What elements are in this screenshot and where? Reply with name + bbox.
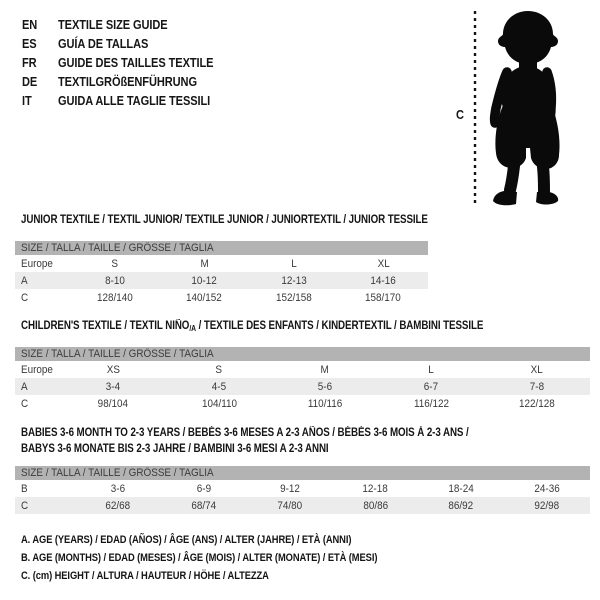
size-cell: L xyxy=(428,363,434,376)
table-row-height xyxy=(15,289,428,306)
value-cell: 7-8 xyxy=(529,380,545,393)
value-cell: 12-18 xyxy=(362,482,389,495)
height-measure-dotted-line xyxy=(472,9,478,209)
language-title: GUIDA ALLE TAGLIE TESSILI xyxy=(58,93,211,108)
junior-table-title: JUNIOR TEXTILE / TEXTIL JUNIOR/ TEXTILE JUNIOR / JUNIORTEXTIL / JUNIOR TESSILE xyxy=(21,214,428,226)
language-code: IT xyxy=(22,93,32,108)
size-cell: L xyxy=(290,257,297,270)
table-row-height xyxy=(15,497,590,514)
value-cell: 24-36 xyxy=(534,482,560,495)
left-foot xyxy=(493,191,517,205)
note-age-years: A. AGE (YEARS) / EDAD (AÑOS) / ÂGE (ANS) / ALTER (JAHRE) / ETÀ (ANNI) xyxy=(21,534,352,546)
row-label: A xyxy=(21,380,28,393)
size-cell: XL xyxy=(530,363,544,376)
language-row-en xyxy=(22,15,241,34)
value-cell: 6-7 xyxy=(423,380,439,393)
table-row-height xyxy=(15,395,590,412)
height-measure-label: C xyxy=(456,107,464,122)
table-row-europe xyxy=(15,361,590,378)
size-bar-label: SIZE / TALLA / TAILLE / GRÖSSE / TAGLIA xyxy=(21,348,214,360)
value-cell: 122/128 xyxy=(519,397,555,410)
size-bar-label: SIZE / TALLA / TAILLE / GRÖSSE / TAGLIA xyxy=(21,242,214,254)
language-row-it xyxy=(22,91,241,110)
value-cell: 12-13 xyxy=(281,274,307,287)
language-row-de xyxy=(22,72,241,91)
value-cell: 3-4 xyxy=(105,380,121,393)
value-cell: 140/152 xyxy=(186,291,223,304)
note-age-months: B. AGE (MONTHS) / EDAD (MESES) / ÂGE (MOIS) / ALTER (MONATE) / ETÀ (MESI) xyxy=(21,552,378,564)
value-cell: 158/170 xyxy=(365,291,402,304)
note-height: C. (cm) HEIGHT / ALTURA / HAUTEUR / HÖHE / ALTEZZA xyxy=(21,570,269,582)
language-title: GUÍA DE TALLAS xyxy=(58,36,149,51)
left-leg xyxy=(510,166,514,190)
value-cell: 10-12 xyxy=(191,274,217,287)
size-bar-label: SIZE / TALLA / TAILLE / GRÖSSE / TAGLIA xyxy=(21,467,214,479)
table-row-age xyxy=(15,378,590,395)
language-title: TEXTILE SIZE GUIDE xyxy=(58,17,168,32)
row-label: Europe xyxy=(21,363,53,376)
value-cell: 98/104 xyxy=(97,397,129,410)
row-label: C xyxy=(21,499,29,512)
row-label: A xyxy=(21,274,28,287)
value-cell: 8-10 xyxy=(104,274,125,287)
size-cell: XS xyxy=(106,363,120,376)
value-cell: 5-6 xyxy=(317,380,333,393)
value-cell: 68/74 xyxy=(191,499,217,512)
language-row-fr xyxy=(22,53,241,72)
right-leg xyxy=(543,167,544,191)
language-row-es xyxy=(22,34,241,53)
toddler-silhouette-icon xyxy=(481,8,573,206)
legend-notes xyxy=(21,531,440,585)
language-code: FR xyxy=(22,55,37,70)
value-cell: 3-6 xyxy=(110,482,126,495)
value-cell: 116/122 xyxy=(413,397,449,410)
value-cell: 14-16 xyxy=(370,274,396,287)
value-cell: 110/116 xyxy=(307,397,343,410)
table-row-months xyxy=(15,480,590,497)
size-cell: S xyxy=(215,363,223,376)
size-header-bar xyxy=(15,466,590,480)
value-cell: 4-5 xyxy=(211,380,227,393)
babies-table-title: BABIES 3-6 MONTH TO 2-3 YEARS / BEBÉS 3-6 MESES A 2-3 AÑOS / BÉBÉS 3-6 MOIS À 2-3 ANS / BABYS 3-6 MONATE BIS 2-3 JAHRE / BAMBINI 3-6 MESI A 2-3 ANNI xyxy=(21,427,469,455)
row-label: B xyxy=(21,482,28,495)
right-foot xyxy=(536,192,558,205)
table-row-age xyxy=(15,272,428,289)
value-cell: 128/140 xyxy=(96,291,133,304)
language-code: ES xyxy=(22,36,37,51)
junior-size-table xyxy=(15,241,428,306)
table-row-europe xyxy=(15,255,428,272)
row-label: Europe xyxy=(21,257,53,270)
shorts xyxy=(495,103,559,169)
value-cell: 62/68 xyxy=(105,499,131,512)
language-title: TEXTILGRÖßENFÜHRUNG xyxy=(58,74,197,89)
value-cell: 92/98 xyxy=(534,499,560,512)
value-cell: 18-24 xyxy=(448,482,474,495)
value-cell: 80/86 xyxy=(363,499,388,512)
language-code: EN xyxy=(22,17,38,32)
size-header-bar xyxy=(15,241,428,255)
value-cell: 74/80 xyxy=(277,499,302,512)
size-header-bar xyxy=(15,347,590,361)
language-title-list xyxy=(22,15,241,110)
babies-size-table xyxy=(15,466,590,514)
row-label: C xyxy=(21,397,29,410)
childrens-size-table xyxy=(15,347,590,412)
value-cell: 6-9 xyxy=(196,482,211,495)
value-cell: 86/92 xyxy=(448,499,474,512)
value-cell: 152/158 xyxy=(275,291,312,304)
language-code: DE xyxy=(22,74,38,89)
row-label: C xyxy=(21,291,29,304)
value-cell: 9-12 xyxy=(279,482,300,495)
size-cell: S xyxy=(111,257,119,270)
childrens-table-title: CHILDREN'S TEXTILE / TEXTIL NIÑO/A / TEXTILE DES ENFANTS / KINDERTEXTIL / BAMBINI TESSILE xyxy=(21,320,484,333)
size-cell: M xyxy=(320,363,330,376)
language-title: GUIDE DES TAILLES TEXTILE xyxy=(58,55,214,70)
size-cell: M xyxy=(200,257,209,270)
value-cell: 104/110 xyxy=(201,397,237,410)
size-cell: XL xyxy=(377,257,390,270)
